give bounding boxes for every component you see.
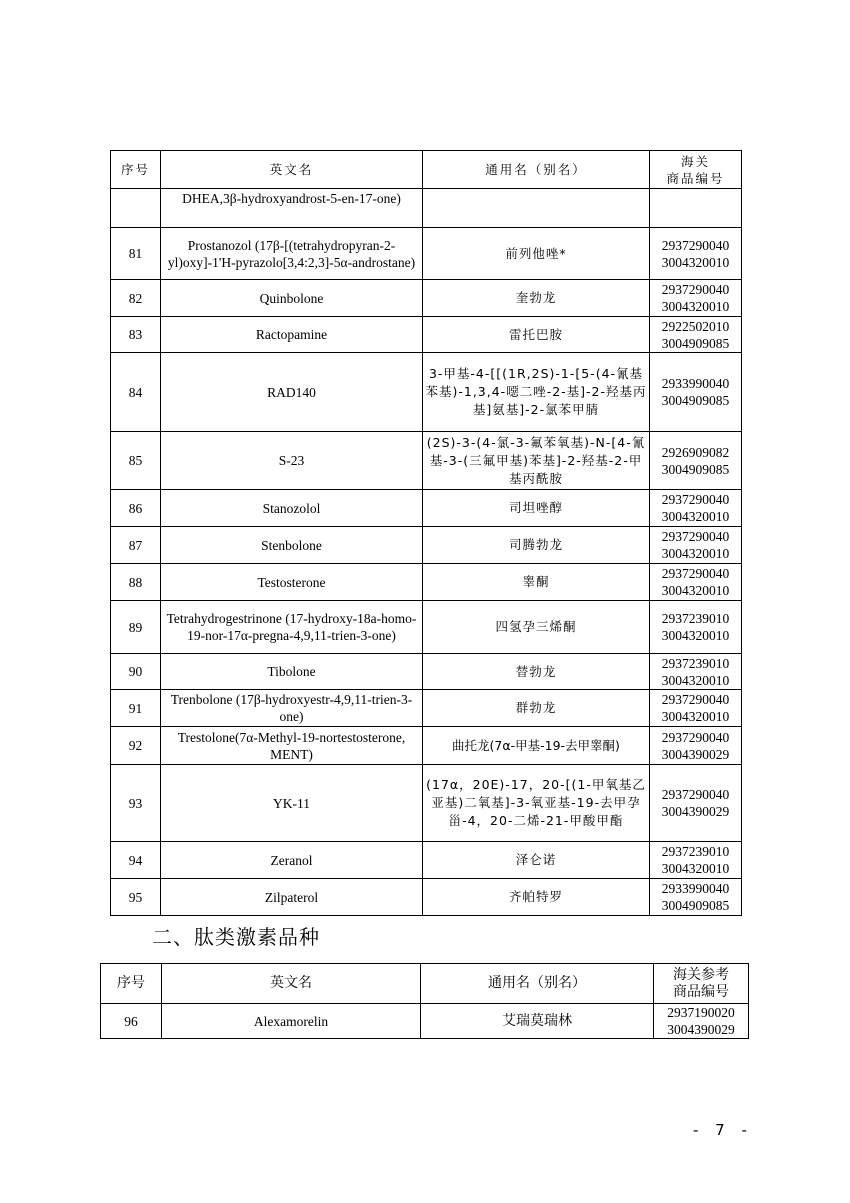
row-english-name: Alexamorelin <box>162 1004 421 1039</box>
table-row <box>111 527 742 564</box>
hormone-table <box>110 150 742 916</box>
row-english-name: Quinbolone <box>161 280 423 317</box>
row-common-name: (17α，20E)-17，20-[(1-甲氧基乙亚基)二氧基]-3-氧亚基-19-去甲孕甾-4，20-二烯-21-甲酸甲酯 <box>423 765 650 842</box>
table-row <box>111 690 742 727</box>
row-common-name: (2S)-3-(4-氯-3-氟苯氧基)-N-[4-氰基-3-(三氟甲基)苯基]-2-羟基-2-甲基丙酰胺 <box>423 432 650 490</box>
row-common-name: 群勃龙 <box>423 690 650 727</box>
row-english-name: Zeranol <box>161 842 423 879</box>
row-common-name: 司腾勃龙 <box>423 527 650 564</box>
row-common-name: 前列他唑* <box>423 228 650 280</box>
table-row <box>111 317 742 353</box>
row-no: 91 <box>111 690 161 727</box>
row-no <box>111 189 161 228</box>
row-no: 85 <box>111 432 161 490</box>
row-english-name: Tibolone <box>161 654 423 690</box>
row-no: 89 <box>111 601 161 654</box>
row-english-name: Trenbolone (17β-hydroxyestr-4,9,11-trien-3-one) <box>161 690 423 727</box>
row-english-name: Testosterone <box>161 564 423 601</box>
row-common-name <box>423 189 650 228</box>
table-row <box>111 228 742 280</box>
header-common-name: 通用名（别名） <box>421 964 654 1004</box>
row-customs-code: 2922502010 3004909085 <box>650 317 742 353</box>
row-english-name: RAD140 <box>161 353 423 432</box>
table-row <box>111 189 742 228</box>
row-no: 90 <box>111 654 161 690</box>
table-row <box>111 842 742 879</box>
peptide-hormone-table <box>100 963 749 1039</box>
row-no: 95 <box>111 879 161 916</box>
row-common-name: 司坦唑醇 <box>423 490 650 527</box>
table-row <box>111 353 742 432</box>
row-customs-code: 2937239010 3004320010 <box>650 842 742 879</box>
row-customs-code: 2926909082 3004909085 <box>650 432 742 490</box>
row-no: 88 <box>111 564 161 601</box>
table-row <box>111 765 742 842</box>
row-english-name: Trestolone(7α-Methyl-19-nortestosterone, MENT) <box>161 727 423 765</box>
row-customs-code <box>650 189 742 228</box>
table-row <box>111 564 742 601</box>
row-customs-code: 2937239010 3004320010 <box>650 601 742 654</box>
table-row <box>111 601 742 654</box>
row-common-name: 替勃龙 <box>423 654 650 690</box>
row-customs-code: 2937290040 3004320010 <box>650 690 742 727</box>
row-customs-code: 2937290040 3004320010 <box>650 228 742 280</box>
header-no: 序号 <box>111 151 161 189</box>
row-english-name: Prostanozol (17β-[(tetrahydropyran-2-yl)oxy]-1'H-pyrazolo[3,4:2,3]-5α-androstane) <box>161 228 423 280</box>
row-no: 94 <box>111 842 161 879</box>
row-common-name: 睾酮 <box>423 564 650 601</box>
row-common-name: 艾瑞莫瑞林 <box>421 1004 654 1039</box>
table-row <box>111 280 742 317</box>
header-english-name: 英文名 <box>162 964 421 1004</box>
row-customs-code: 2937190020 3004390029 <box>654 1004 749 1039</box>
header-customs-code: 海关参考 商品编号 <box>654 964 749 1004</box>
row-common-name: 奎勃龙 <box>423 280 650 317</box>
header-english-name: 英文名 <box>161 151 423 189</box>
table-row <box>101 1004 749 1039</box>
row-english-name: DHEA,3β-hydroxyandrost-5-en-17-one) <box>161 189 423 228</box>
table-header-row <box>101 964 749 1004</box>
row-customs-code: 2937239010 3004320010 <box>650 654 742 690</box>
row-english-name: Tetrahydrogestrinone (17-hydroxy-18a-homo-19-nor-17α-pregna-4,9,11-trien-3-one) <box>161 601 423 654</box>
row-customs-code: 2937290040 3004320010 <box>650 564 742 601</box>
row-customs-code: 2937290040 3004320010 <box>650 527 742 564</box>
table-row <box>111 879 742 916</box>
header-common-name: 通用名（别名） <box>423 151 650 189</box>
row-english-name: Zilpaterol <box>161 879 423 916</box>
row-common-name: 曲托龙(7α-甲基-19-去甲睾酮) <box>423 727 650 765</box>
row-no: 84 <box>111 353 161 432</box>
row-customs-code: 2937290040 3004390029 <box>650 727 742 765</box>
table-row <box>111 432 742 490</box>
row-english-name: YK-11 <box>161 765 423 842</box>
row-customs-code: 2937290040 3004390029 <box>650 765 742 842</box>
table-header-row <box>111 151 742 189</box>
row-no: 93 <box>111 765 161 842</box>
row-no: 86 <box>111 490 161 527</box>
header-customs-code: 海关 商品编号 <box>650 151 742 189</box>
row-no: 81 <box>111 228 161 280</box>
page-number: - 7 - <box>693 1121 753 1139</box>
row-no: 83 <box>111 317 161 353</box>
table-row <box>111 490 742 527</box>
row-english-name: S-23 <box>161 432 423 490</box>
row-no: 87 <box>111 527 161 564</box>
row-customs-code: 2937290040 3004320010 <box>650 280 742 317</box>
row-customs-code: 2937290040 3004320010 <box>650 490 742 527</box>
row-common-name: 四氢孕三烯酮 <box>423 601 650 654</box>
section-title: 二、肽类激素品种 <box>152 925 320 949</box>
table-row <box>111 727 742 765</box>
table-row <box>111 654 742 690</box>
row-no: 92 <box>111 727 161 765</box>
row-common-name: 3-甲基-4-[[(1R,2S)-1-[5-(4-氰基苯基)-1,3,4-噁二唑-2-基]-2-羟基丙基]氨基]-2-氯苯甲腈 <box>423 353 650 432</box>
row-no: 82 <box>111 280 161 317</box>
row-common-name: 齐帕特罗 <box>423 879 650 916</box>
row-customs-code: 2933990040 3004909085 <box>650 879 742 916</box>
row-english-name: Ractopamine <box>161 317 423 353</box>
row-no: 96 <box>101 1004 162 1039</box>
row-english-name: Stanozolol <box>161 490 423 527</box>
row-customs-code: 2933990040 3004909085 <box>650 353 742 432</box>
header-no: 序号 <box>101 964 162 1004</box>
row-common-name: 雷托巴胺 <box>423 317 650 353</box>
row-english-name: Stenbolone <box>161 527 423 564</box>
row-common-name: 泽仑诺 <box>423 842 650 879</box>
